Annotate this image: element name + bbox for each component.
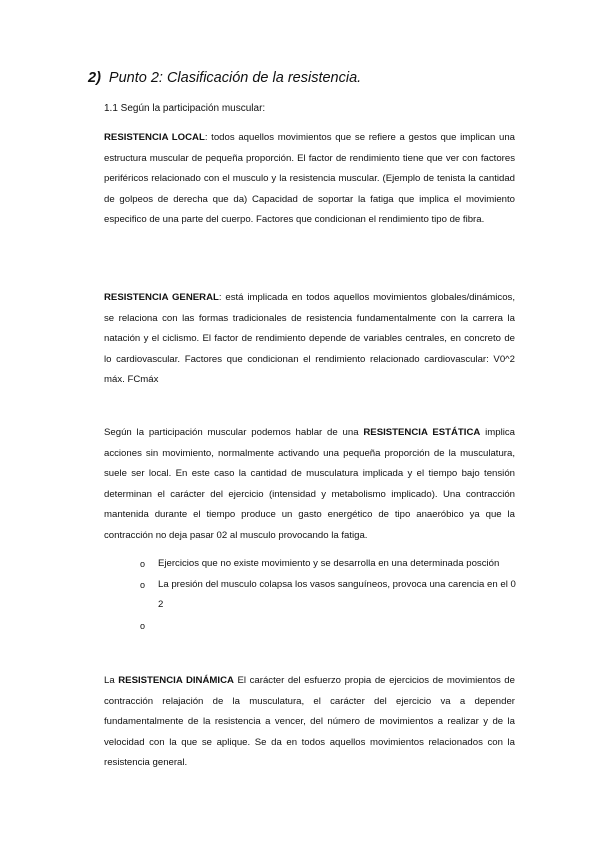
list-item	[140, 575, 520, 616]
paragraph-text: implica acciones sin movimiento, normalmente activando una pequeña proporción de la musculatura, suele ser local. En este caso la cantidad de musculatura implicada y el tiempo bajo tensión determinan el carácter del ejercicio (intensidad y metabolismo implicado). Una contracción mantenida durante el tiempo produce un gasto energético de tipo anaeróbico ya que la contracción no deja pasar 02 al musculo provocando la fatiga.	[104, 427, 515, 541]
heading-number: 2)	[88, 70, 101, 86]
list-item	[140, 554, 520, 575]
bullet-marker: o	[140, 559, 146, 569]
paragraph-resistencia-estatica	[104, 423, 515, 547]
list-item-text: La presión del musculo colapsa los vasos sanguíneos, provoca una carencia en el 0 2	[158, 578, 516, 611]
term-resistencia-dinamica: RESISTENCIA DINÁMICA	[118, 675, 234, 686]
term-resistencia-estatica: RESISTENCIA ESTÁTICA	[363, 427, 481, 438]
section-heading	[88, 70, 361, 86]
term-resistencia-local: RESISTENCIA LOCAL	[104, 132, 205, 143]
paragraph-text: La	[104, 675, 119, 686]
list-item-text	[158, 620, 161, 631]
paragraph-text: El carácter del esfuerzo propia de ejercicios de movimientos de contracción relajación de la musculatura, el carácter del ejercicio va a depender fundamentalmente de la resistencia a vencer, del número de movimientos a realizar y de la velocidad con la que se aplique. Se da en todos aquellos movimientos relacionados con la resistencia general.	[104, 675, 515, 769]
paragraph-resistencia-local	[104, 128, 515, 231]
bullet-list	[140, 554, 520, 636]
paragraph-text: Según la participación muscular podemos hablar de una	[104, 427, 364, 438]
bullet-marker: o	[140, 579, 146, 590]
bullet-marker: o	[140, 620, 146, 631]
paragraph-text: : todos aquellos movimientos que se refiere a gestos que implican una estructura muscular de pequeña proporción. El factor de rendimiento tiene que ver con factores periféricos relacionado con el musculo y la resistencia muscular. (Ejemplo de tenista la cantidad de golpeos de derecha que da) Capacidad de soportar la fatiga que implica el movimiento especifico de una parte del cuerpo. Factores que condicionan el rendimiento tipo de fibra.	[104, 132, 515, 226]
list-item-text: Ejercicios que no existe movimiento y se desarrolla en una determinada posción	[158, 558, 500, 569]
subheading: 1.1 Según la participación muscular:	[104, 103, 266, 114]
paragraph-resistencia-general	[104, 288, 515, 391]
heading-title: Punto 2: Clasificación de la resistencia.	[108, 70, 362, 86]
list-item	[140, 616, 520, 637]
paragraph-resistencia-dinamica	[104, 671, 515, 774]
paragraph-text: : está implicada en todos aquellos movimientos globales/dinámicos, se relaciona con las formas tradicionales de resistencia fundamentalmente con la carrera la natación y el ciclismo. El factor de rendimiento depende de variables centrales, en concreto de lo cardiovascular. Factores que condicionan el rendimiento relacionado cardiovascular: V0^2 máx. FCmáx	[104, 292, 516, 386]
term-resistencia-general: RESISTENCIA GENERAL	[104, 292, 219, 303]
